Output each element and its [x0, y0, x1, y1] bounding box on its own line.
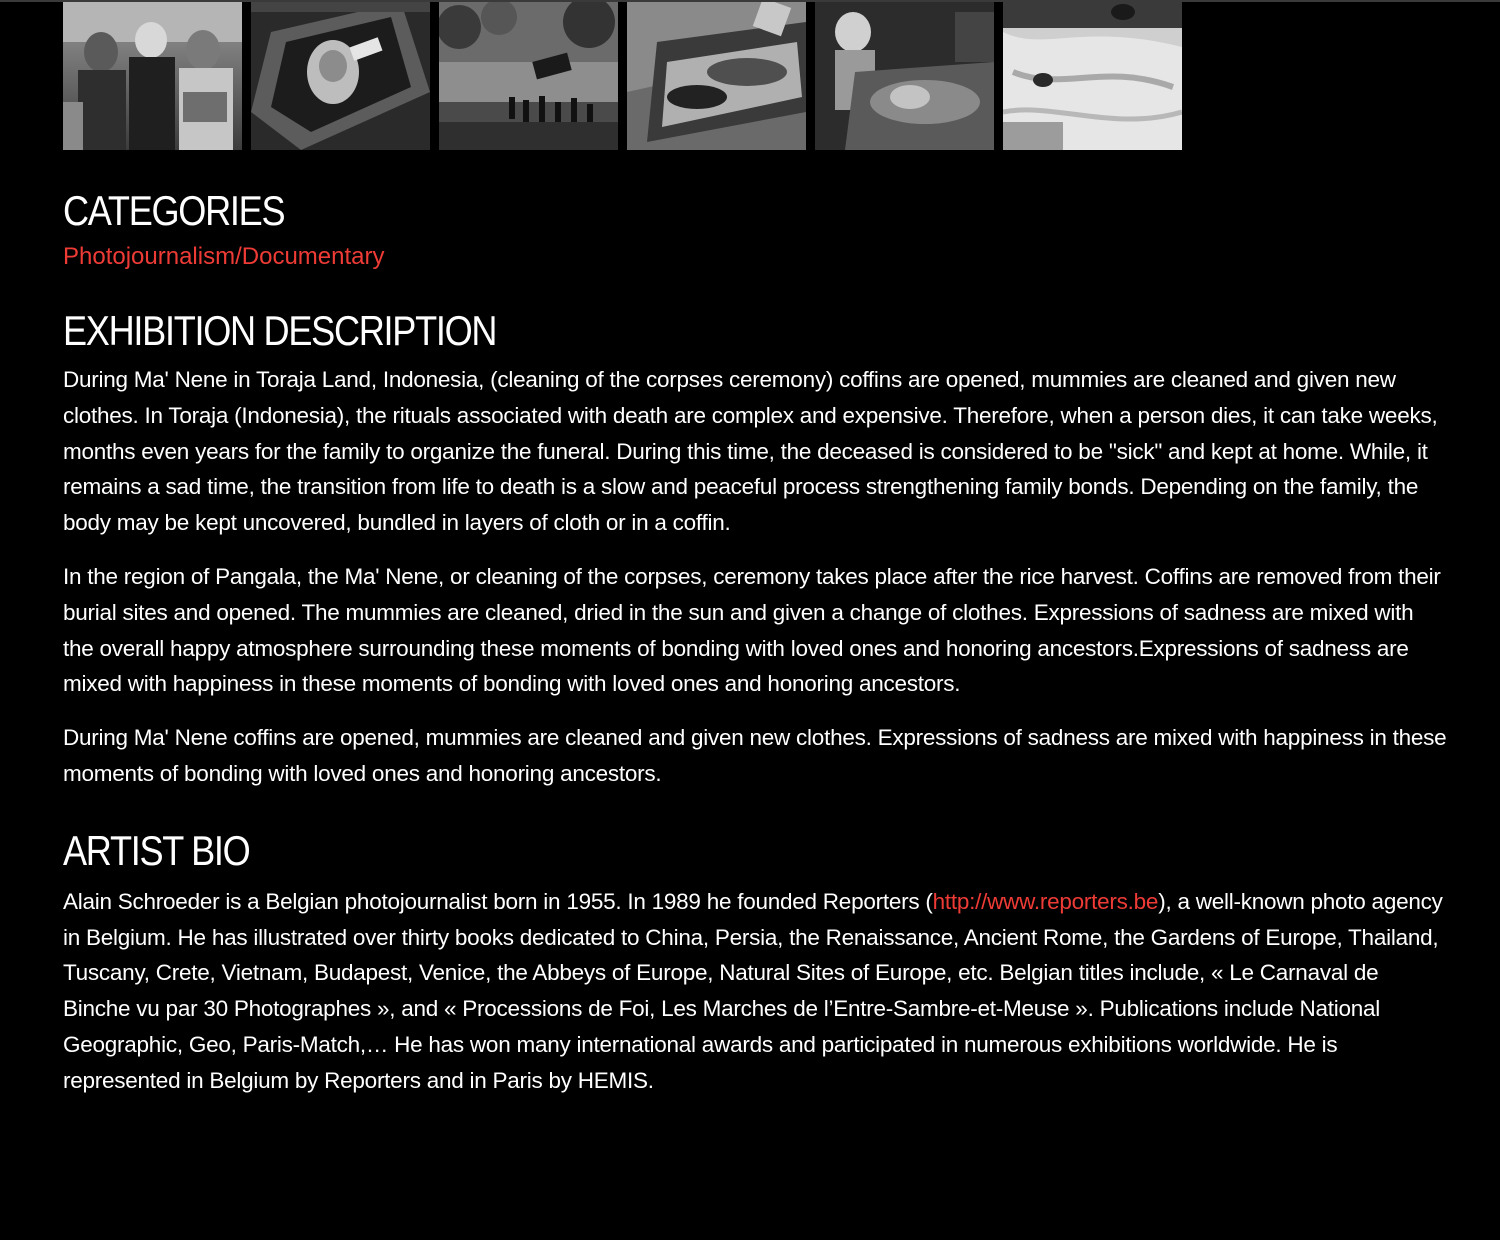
- thumbnail-2-image: [251, 2, 430, 150]
- artist-bio-heading: ARTIST BIO: [63, 826, 250, 874]
- thumbnail-6-image: [1003, 2, 1182, 150]
- reporters-website-link[interactable]: http://www.reporters.be: [932, 888, 1159, 914]
- photo-gallery: [63, 2, 1182, 150]
- thumbnail-2[interactable]: [251, 2, 430, 150]
- main-content: [63, 180, 1448, 1099]
- artist-bio-text: [63, 884, 1448, 1099]
- exhibition-description-section: [63, 300, 1448, 792]
- thumbnail-3-image: [439, 2, 618, 150]
- thumbnail-4[interactable]: [627, 2, 806, 150]
- artist-bio-section: [63, 820, 1448, 1099]
- exhibition-paragraph-3: During Ma' Nene coffins are opened, mummies are cleaned and given new clothes. Expressions of sadness are mixed with happiness in these moments of bonding with loved ones and honoring ancestors.: [63, 725, 1447, 786]
- thumbnail-5-image: [815, 2, 994, 150]
- thumbnail-6[interactable]: [1003, 2, 1182, 150]
- exhibition-description-heading: EXHIBITION DESCRIPTION: [63, 307, 497, 354]
- bio-text-before-link: Alain Schroeder is a Belgian photojournalist born in 1955. In 1989 he founded Reporters (: [63, 888, 933, 914]
- thumbnail-1[interactable]: [63, 2, 242, 150]
- exhibition-paragraph-1: During Ma' Nene in Toraja Land, Indonesia, (cleaning of the corpses ceremony) coffins are opened, mummies are cleaned and given new clothes. In Toraja (Indonesia), the rituals associated with death are complex and expensive. Therefore, when a person dies, it can take weeks, months even years for the family to organize the funeral. During this time, the deceased is considered to be "sick" and kept at home. While, it remains a sad time, the transition from life to death is a slow and peaceful process strengthening family bonds. Depending on the family, the body may be kept uncovered, bundled in layers of cloth or in a coffin.: [63, 367, 1438, 536]
- thumbnail-3[interactable]: [439, 2, 618, 150]
- category-link-photojournalism[interactable]: Photojournalism/Documentary: [63, 243, 385, 270]
- thumbnail-1-image: [63, 2, 242, 150]
- categories-section: [63, 180, 1448, 272]
- categories-heading: CATEGORIES: [63, 187, 285, 234]
- thumbnail-4-image: [627, 2, 806, 150]
- thumbnail-5[interactable]: [815, 2, 994, 150]
- exhibition-paragraph-2: In the region of Pangala, the Ma' Nene, or cleaning of the corpses, ceremony takes place after the rice harvest. Coffins are removed from their burial sites and opened. The mummies are cleaned, dried in the sun and given a change of clothes. Expressions of sadness are mixed with the overall happy atmosphere surrounding these moments of bonding with loved ones and honoring ancestors.Expressions of sadness are mixed with happiness in these moments of bonding with loved ones and honoring ancestors.: [63, 563, 1441, 697]
- bio-text-after-link: ), a well-known photo agency in Belgium. He has illustrated over thirty books dedicated to China, Persia, the Renaissance, Ancient Rome, the Gardens of Europe, Thailand, Tuscany, Crete, Vietnam, Budapest, Venice, the Abbeys of Europe, Natural Sites of Europe, etc. Belgian titles include, « Le Carnaval de Binche vu par 30 Photographes », and « Processions de Foi, Les Marches de l’Entre-Sambre-et-Meuse ». Publications include National Geographic, Geo, Paris-Match,… He has won many international awards and participated in numerous exhibitions worldwide. He is represented in Belgium by Reporters and in Paris by HEMIS.: [63, 888, 1443, 1093]
